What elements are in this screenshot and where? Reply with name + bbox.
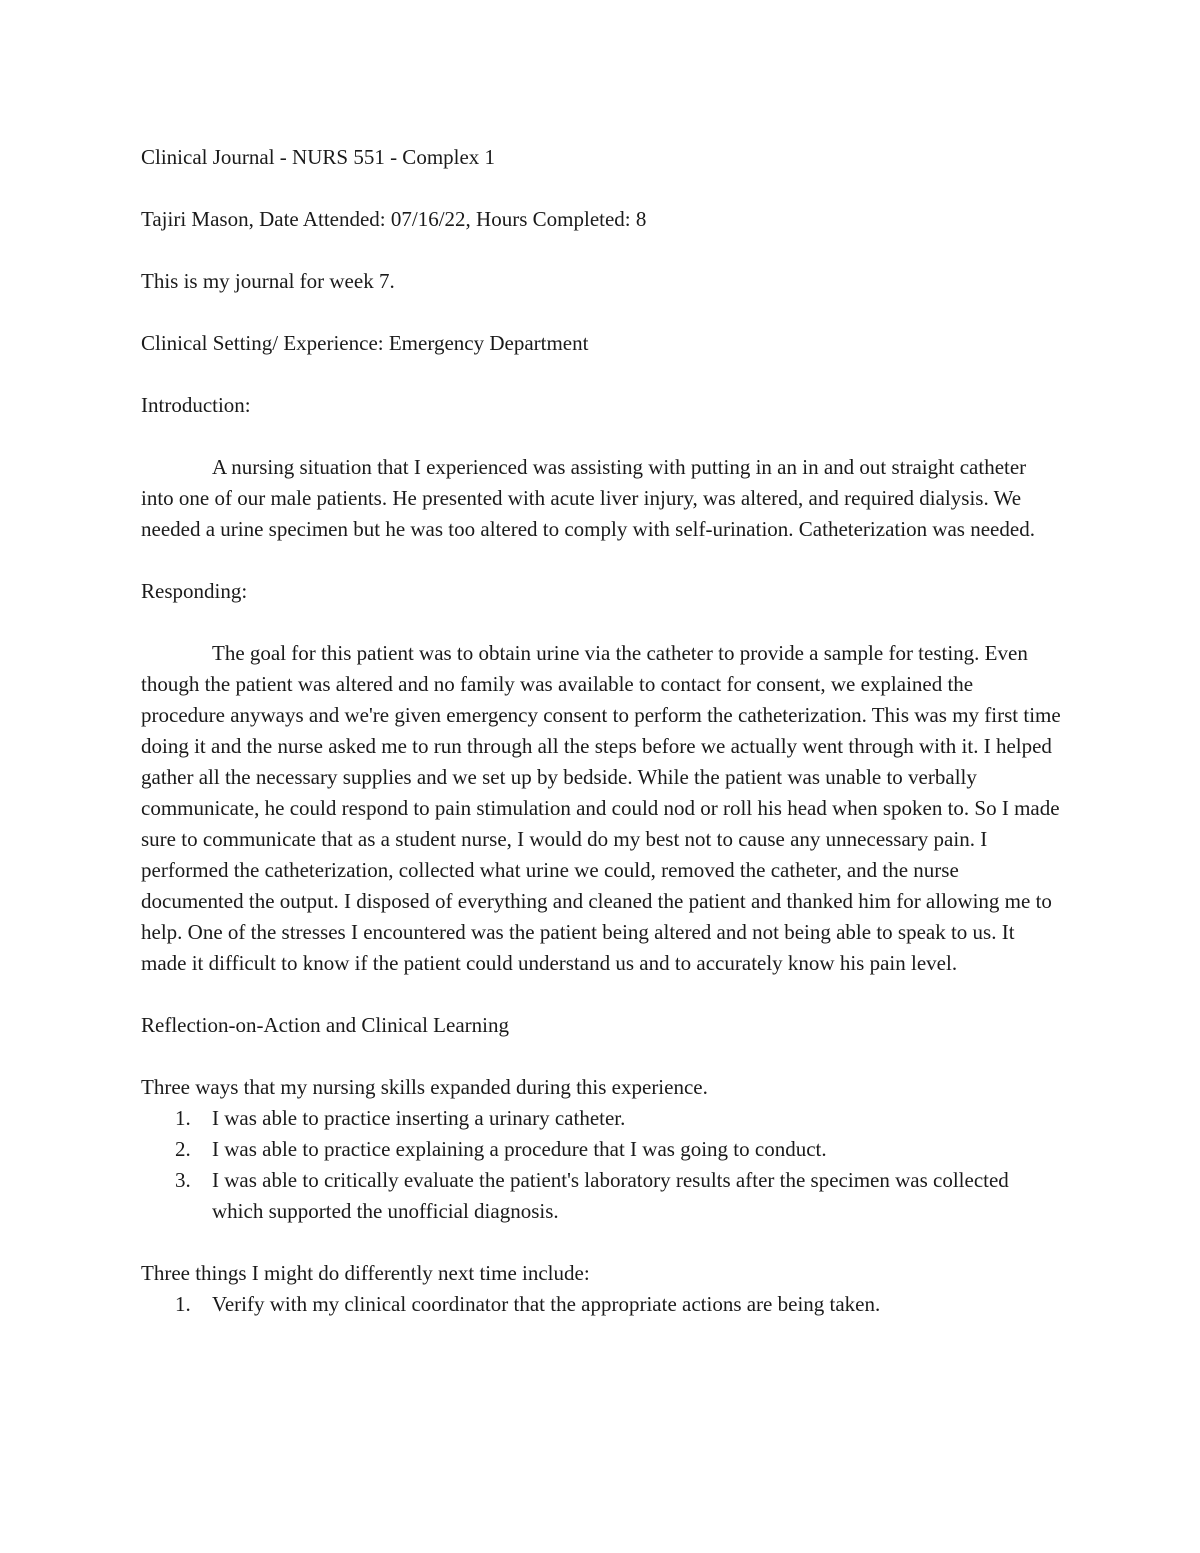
responding-heading: Responding: bbox=[141, 579, 248, 603]
introduction-heading: Introduction: bbox=[141, 393, 251, 417]
introduction-paragraph: A nursing situation that I experienced was assisting with putting in an in and out straight catheter into one of our male patients. He presented with acute liver injury, was altered, and required dialysis. We needed a urine specimen but he was too altered to comply with self-urination. Catheterization was needed. bbox=[141, 455, 1035, 541]
skills-list bbox=[141, 1103, 1061, 1227]
attendance-line: Tajiri Mason, Date Attended: 07/16/22, Hours Completed: 8 bbox=[141, 207, 647, 231]
list-item bbox=[141, 1289, 1061, 1320]
list-item bbox=[141, 1134, 1061, 1165]
list-item bbox=[141, 1103, 1061, 1134]
list-item bbox=[141, 1165, 1061, 1227]
skills-list-intro: Three ways that my nursing skills expanded during this experience. bbox=[141, 1075, 708, 1099]
journal-title: Clinical Journal - NURS 551 - Complex 1 bbox=[141, 145, 496, 169]
differently-list bbox=[141, 1289, 1061, 1320]
list-item-text: I was able to practice explaining a procedure that I was going to conduct. bbox=[212, 1137, 827, 1161]
differently-list-intro: Three things I might do differently next time include: bbox=[141, 1261, 590, 1285]
list-item-number: 1. bbox=[175, 1292, 191, 1316]
responding-paragraph: The goal for this patient was to obtain urine via the catheter to provide a sample for testing. Even though the patient was altered and no family was available to contact for consent, we explained the procedure anyways and we're given emergency consent to perform the catheterization. This was my first time doing it and the nurse asked me to run through all the steps before we actually went through with it. I helped gather all the necessary supplies and we set up by bedside. While the patient was unable to verbally communicate, he could respond to pain stimulation and could nod or roll his head when spoken to. So I made sure to communicate that as a student nurse, I would do my best not to cause any unnecessary pain. I performed the catheterization, collected what urine we could, removed the catheter, and the nurse documented the output. I disposed of everything and cleaned the patient and thanked him for allowing me to help. One of the stresses I encountered was the patient being altered and not being able to speak to us. It made it difficult to know if the patient could understand us and to accurately know his pain level. bbox=[141, 641, 1061, 975]
list-item-number: 3. bbox=[175, 1168, 191, 1192]
list-item-text: Verify with my clinical coordinator that the appropriate actions are being taken. bbox=[212, 1292, 881, 1316]
list-item-number: 2. bbox=[175, 1137, 191, 1161]
document-body bbox=[141, 142, 1061, 1320]
list-item-text: I was able to critically evaluate the patient's laboratory results after the specimen was collected which supported the unofficial diagnosis. bbox=[212, 1168, 1009, 1223]
clinical-setting-line: Clinical Setting/ Experience: Emergency Department bbox=[141, 331, 589, 355]
list-item-number: 1. bbox=[175, 1106, 191, 1130]
week-line: This is my journal for week 7. bbox=[141, 269, 395, 293]
list-item-text: I was able to practice inserting a urinary catheter. bbox=[212, 1106, 626, 1130]
reflection-heading: Reflection-on-Action and Clinical Learning bbox=[141, 1013, 509, 1037]
